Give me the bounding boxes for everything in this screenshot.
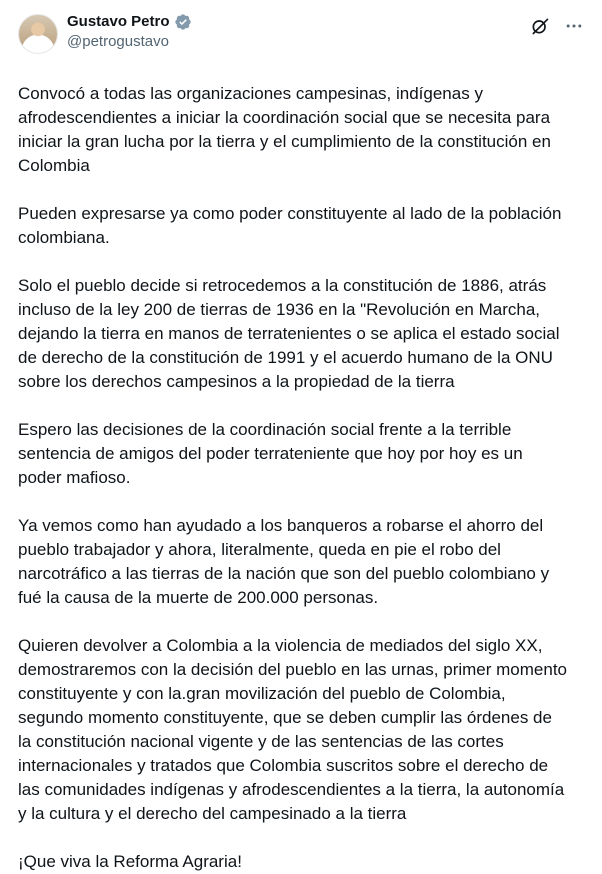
author-info [67, 12, 192, 52]
post-header [18, 12, 584, 64]
avatar[interactable] [18, 14, 58, 54]
post-paragraph-1: Convocó a todas las organizaciones campesinas, indígenas y afrodescendientes a iniciar la coordinación social que se necesita para iniciar la gran lucha por la tierra y el cumplimiento de la constitución en Colombia [18, 84, 551, 175]
post-paragraph-5: Ya vemos como han ayudado a los banqueros a robarse el ahorro del pueblo trabajador y ahora, literalmente, queda en pie el robo del narcotráfico a las tierras de la nación que son del pueblo colombiano y fué la causa de la muerte de 200.000 personas. [18, 516, 550, 607]
post-paragraph-7: ¡Que viva la Reforma Agraria! [18, 852, 242, 871]
name-row [67, 12, 192, 32]
header-actions [530, 16, 584, 36]
author-display-name[interactable]: Gustavo Petro [67, 13, 170, 30]
grok-icon[interactable] [530, 16, 550, 36]
post-paragraph-6: Quieren devolver a Colombia a la violencia de mediados del siglo XX, demostraremos con la decisión del pueblo en las urnas, primer momento constituyente y con la.gran movilización del pueblo de Colombia, segundo momento constituyente, que se deben cumplir las órdenes de la constitución nacional vigente y de las sentencias de las cortes internacionales y tratados que Colombia suscritos sobre el derecho de las comunidades indígenas y afrodescendientes a la tierra, la autonomía y la cultura y el derecho del campesinado a la tierra [18, 636, 567, 823]
post-paragraph-3: Solo el pueblo decide si retrocedemos a la constitución de 1886, atrás incluso de la ley 200 de tierras de 1936 en la "Revolución en Marcha, dejando la tierra en manos de terratenientes o se aplica el estado social de derecho de la constitución de 1991 y el acuerdo humano de la ONU sobre los derechos campesinos a la propiedad de la tierra [18, 276, 560, 391]
verified-badge-icon[interactable] [174, 13, 192, 31]
post-paragraph-4: Espero las decisiones de la coordinación social frente a la terrible sentencia de amigos del poder terrateniente que hoy por hoy es un poder mafioso. [18, 420, 523, 487]
post-paragraph-2: Pueden expresarse ya como poder constituyente al lado de la población colombiana. [18, 204, 562, 247]
post-text [18, 82, 584, 874]
author-handle[interactable]: @petrogustavo [67, 33, 169, 50]
more-options-icon[interactable] [564, 16, 584, 36]
